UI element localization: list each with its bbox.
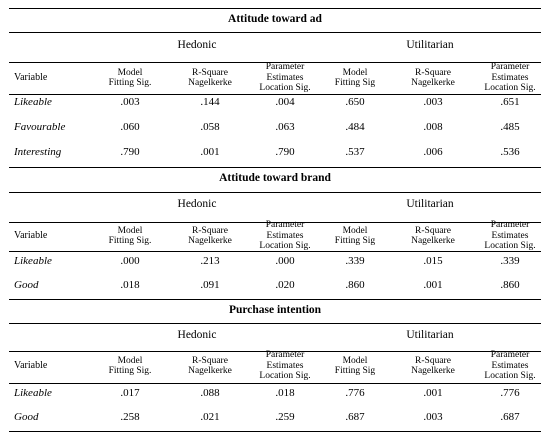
- table-cell: .687: [345, 411, 365, 423]
- group-label-hedonic: Hedonic: [177, 329, 217, 341]
- table-cell: .091: [200, 279, 220, 291]
- column-header-line: Nagelkerke: [411, 366, 455, 376]
- group-label-hedonic: Hedonic: [177, 39, 217, 51]
- column-header-line: Model: [342, 67, 368, 78]
- column-header-line: Nagelkerke: [188, 236, 232, 246]
- column-header: [310, 356, 400, 377]
- table-cell: .776: [500, 387, 520, 399]
- column-header-line: Parameter: [490, 350, 530, 361]
- table-cell: .650: [345, 96, 365, 108]
- column-header-line: Fitting Sig.: [108, 78, 152, 88]
- column-header-line: Estimates: [491, 230, 529, 241]
- row-label: Likeable: [14, 255, 52, 267]
- column-header-line: Location Sig.: [259, 83, 311, 94]
- table-rule: [9, 431, 541, 432]
- column-header-line: Fitting Sig: [334, 78, 376, 88]
- table-cell: .000: [120, 255, 140, 267]
- table-rule: [9, 192, 541, 193]
- column-header-line: Model: [117, 225, 143, 236]
- table-cell: .004: [275, 96, 295, 108]
- table-cell: .015: [423, 255, 443, 267]
- table-rule: [9, 94, 541, 95]
- table-cell: .776: [345, 387, 365, 399]
- table-rule: [9, 323, 541, 324]
- table-cell: .001: [200, 146, 220, 158]
- table-rule: [9, 8, 541, 9]
- column-header-line: Nagelkerke: [188, 78, 232, 88]
- column-header-line: Parameter: [265, 62, 305, 73]
- section-title: Attitude toward ad: [228, 13, 322, 25]
- table-cell: .060: [120, 121, 140, 133]
- row-label: Likeable: [14, 96, 52, 108]
- column-header: [465, 350, 550, 382]
- table-cell: .018: [275, 387, 295, 399]
- table-cell: .003: [423, 411, 443, 423]
- table-cell: .063: [275, 121, 295, 133]
- group-label-utilitarian: Utilitarian: [406, 329, 454, 341]
- row-label: Good: [14, 279, 39, 291]
- column-header: [310, 68, 400, 89]
- table-rule: [9, 383, 541, 384]
- section-title: Attitude toward brand: [219, 172, 331, 184]
- table-cell: .790: [275, 146, 295, 158]
- column-header-line: Nagelkerke: [411, 236, 455, 246]
- column-header: [85, 356, 175, 377]
- row-label: Good: [14, 411, 39, 423]
- column-header-line: Model: [342, 225, 368, 236]
- table-cell: .006: [423, 146, 443, 158]
- table-cell: .088: [200, 387, 220, 399]
- table-cell: .259: [275, 411, 295, 423]
- column-header: [85, 226, 175, 247]
- column-header-line: Model: [117, 67, 143, 78]
- column-header-line: Model: [117, 355, 143, 366]
- table-cell: .790: [120, 146, 140, 158]
- table-cell: .651: [500, 96, 520, 108]
- table-cell: .001: [423, 279, 443, 291]
- table-rule: [9, 167, 541, 168]
- table-cell: .484: [345, 121, 365, 133]
- column-header-line: Parameter: [490, 62, 530, 73]
- column-header-line: Estimates: [266, 230, 304, 241]
- table-cell: .021: [200, 411, 220, 423]
- column-header: [85, 68, 175, 89]
- group-label-utilitarian: Utilitarian: [406, 198, 454, 210]
- column-header-line: Parameter: [265, 220, 305, 231]
- table-cell: .339: [345, 255, 365, 267]
- table-cell: .213: [200, 255, 220, 267]
- column-header-line: Location Sig.: [259, 371, 311, 382]
- column-header: [310, 226, 400, 247]
- row-label: Favourable: [14, 121, 66, 133]
- column-header-line: Parameter: [490, 220, 530, 231]
- row-label: Likeable: [14, 387, 52, 399]
- table-cell: .860: [345, 279, 365, 291]
- column-header-line: Estimates: [491, 72, 529, 83]
- table-rule: [9, 32, 541, 33]
- table-cell: .536: [500, 146, 520, 158]
- column-header-line: Estimates: [266, 360, 304, 371]
- table-cell: .058: [200, 121, 220, 133]
- column-header: [465, 62, 550, 94]
- column-header-line: Model: [342, 355, 368, 366]
- column-header-variable: Variable: [14, 72, 48, 83]
- column-header-line: R-Square: [192, 67, 228, 78]
- column-header-variable: Variable: [14, 360, 48, 371]
- column-header-line: Location Sig.: [484, 371, 536, 382]
- column-header-line: Fitting Sig.: [108, 236, 152, 246]
- column-header-line: R-Square: [192, 225, 228, 236]
- column-header-line: Location Sig.: [484, 241, 536, 252]
- group-label-utilitarian: Utilitarian: [406, 39, 454, 51]
- column-header-line: Location Sig.: [259, 241, 311, 252]
- table-cell: .687: [500, 411, 520, 423]
- table-cell: .017: [120, 387, 140, 399]
- table-cell: .020: [275, 279, 295, 291]
- column-header-line: Estimates: [266, 72, 304, 83]
- column-header: [465, 220, 550, 252]
- column-header-line: R-Square: [415, 225, 451, 236]
- table-cell: .339: [500, 255, 520, 267]
- column-header-line: R-Square: [415, 355, 451, 366]
- column-header-line: Nagelkerke: [188, 366, 232, 376]
- table-cell: .008: [423, 121, 443, 133]
- table-cell: .860: [500, 279, 520, 291]
- section-title: Purchase intention: [228, 304, 322, 316]
- table-cell: .003: [120, 96, 140, 108]
- column-header-line: R-Square: [192, 355, 228, 366]
- table-cell: .001: [423, 387, 443, 399]
- column-header-line: R-Square: [415, 67, 451, 78]
- table-cell: .003: [423, 96, 443, 108]
- column-header-line: Fitting Sig: [334, 366, 376, 376]
- table-cell: .537: [345, 146, 365, 158]
- column-header-line: Fitting Sig: [334, 236, 376, 246]
- group-label-hedonic: Hedonic: [177, 198, 217, 210]
- row-label: Interesting: [14, 146, 62, 158]
- column-header-variable: Variable: [14, 230, 48, 241]
- table-cell: .000: [275, 255, 295, 267]
- table-cell: .018: [120, 279, 140, 291]
- column-header-line: Location Sig.: [484, 83, 536, 94]
- table-cell: .485: [500, 121, 520, 133]
- table-cell: .258: [120, 411, 140, 423]
- table-cell: .144: [200, 96, 220, 108]
- column-header-line: Estimates: [491, 360, 529, 371]
- column-header-line: Parameter: [265, 350, 305, 361]
- column-header-line: Fitting Sig.: [108, 366, 152, 376]
- column-header-line: Nagelkerke: [411, 78, 455, 88]
- table-rule: [9, 299, 541, 300]
